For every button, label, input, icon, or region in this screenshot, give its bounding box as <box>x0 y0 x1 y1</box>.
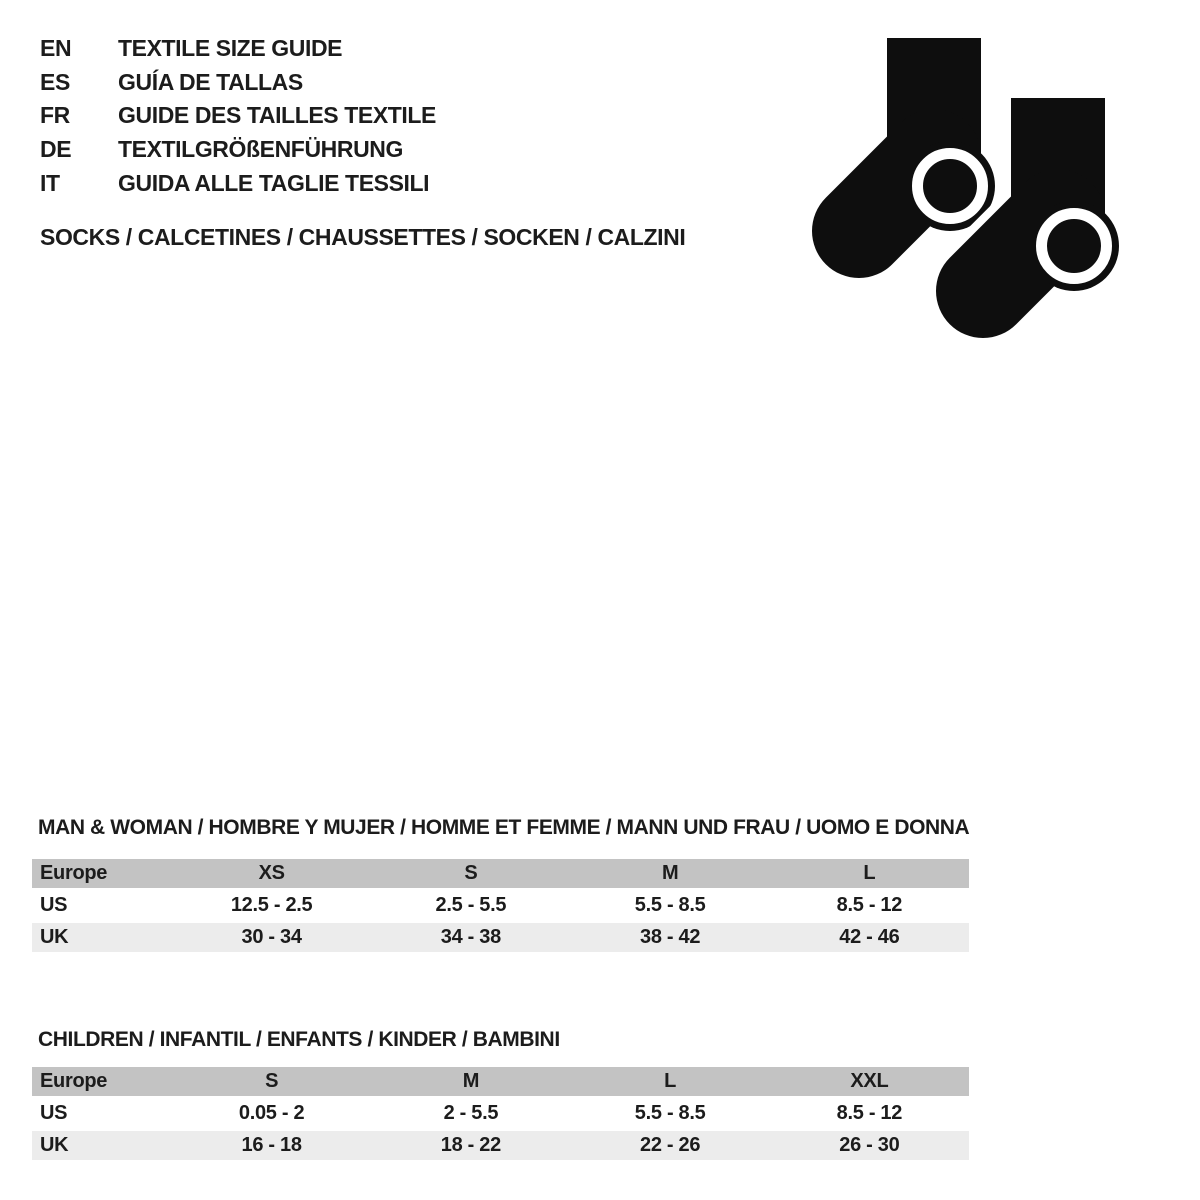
size-table-section-children <box>32 1027 969 1160</box>
language-label: TEXTILE SIZE GUIDE <box>118 35 343 62</box>
language-row-fr <box>40 99 436 133</box>
language-label: GUÍA DE TALLAS <box>118 68 303 95</box>
language-code: IT <box>40 169 60 196</box>
language-row-en <box>40 32 436 66</box>
sock-left <box>859 38 995 231</box>
size-cell: 34 - 38 <box>440 926 501 948</box>
column-header: S <box>464 862 478 884</box>
language-row-es <box>40 66 436 100</box>
size-table <box>32 859 969 952</box>
table-row-uk <box>32 1131 969 1160</box>
table-row-us <box>32 1099 969 1128</box>
size-cell: 18 - 22 <box>440 1134 501 1156</box>
size-cell: 12.5 - 2.5 <box>230 894 313 916</box>
table-header-row <box>32 1067 969 1096</box>
socks-icon <box>795 18 1125 358</box>
language-code: EN <box>40 35 72 62</box>
table-header-row <box>32 859 969 888</box>
row-region-label: US <box>40 894 68 916</box>
size-cell: 38 - 42 <box>640 926 701 948</box>
size-cell: 8.5 - 12 <box>836 1102 903 1124</box>
column-header: Europe <box>40 862 108 884</box>
size-table-title: MAN & WOMAN / HOMBRE Y MUJER / HOMME ET FEMME / MANN UND FRAU / UOMO E DONNA <box>38 816 970 839</box>
size-cell: 5.5 - 8.5 <box>634 894 706 916</box>
row-region-label: UK <box>40 926 69 948</box>
language-row-it <box>40 166 436 200</box>
column-header: L <box>664 1070 677 1092</box>
size-cell: 5.5 - 8.5 <box>634 1102 706 1124</box>
column-header: M <box>661 862 679 884</box>
size-cell: 30 - 34 <box>241 926 302 948</box>
language-row-de <box>40 133 436 167</box>
size-cell: 22 - 26 <box>640 1134 701 1156</box>
table-row-uk <box>32 923 969 952</box>
size-table <box>32 1067 969 1160</box>
column-header: L <box>863 862 876 884</box>
size-cell: 8.5 - 12 <box>836 894 903 916</box>
size-cell: 2.5 - 5.5 <box>435 894 507 916</box>
language-label: TEXTILGRÖßENFÜHRUNG <box>118 136 403 163</box>
product-heading: SOCKS / CALCETINES / CHAUSSETTES / SOCKEN / CALZINI <box>40 224 686 250</box>
language-label: GUIDA ALLE TAGLIE TESSILI <box>118 169 430 196</box>
size-cell: 16 - 18 <box>241 1134 302 1156</box>
language-code: DE <box>40 136 72 163</box>
size-table-section-man-woman <box>32 815 969 952</box>
column-header: Europe <box>40 1070 108 1092</box>
table-row-us <box>32 891 969 920</box>
language-label: GUIDE DES TAILLES TEXTILE <box>118 102 436 129</box>
column-header: S <box>265 1070 279 1092</box>
language-guide <box>40 32 436 200</box>
row-region-label: UK <box>40 1134 69 1156</box>
size-cell: 42 - 46 <box>839 926 900 948</box>
sock-right <box>983 98 1125 299</box>
size-table-title: CHILDREN / INFANTIL / ENFANTS / KINDER / BAMBINI <box>38 1028 560 1051</box>
column-header: M <box>462 1070 480 1092</box>
size-cell: 2 - 5.5 <box>443 1102 499 1124</box>
size-cell: 26 - 30 <box>839 1134 900 1156</box>
column-header: XS <box>258 862 285 884</box>
language-code: FR <box>40 102 70 129</box>
column-header: XXL <box>850 1070 889 1092</box>
language-code: ES <box>40 68 70 95</box>
size-cell: 0.05 - 2 <box>238 1102 305 1124</box>
row-region-label: US <box>40 1102 68 1124</box>
